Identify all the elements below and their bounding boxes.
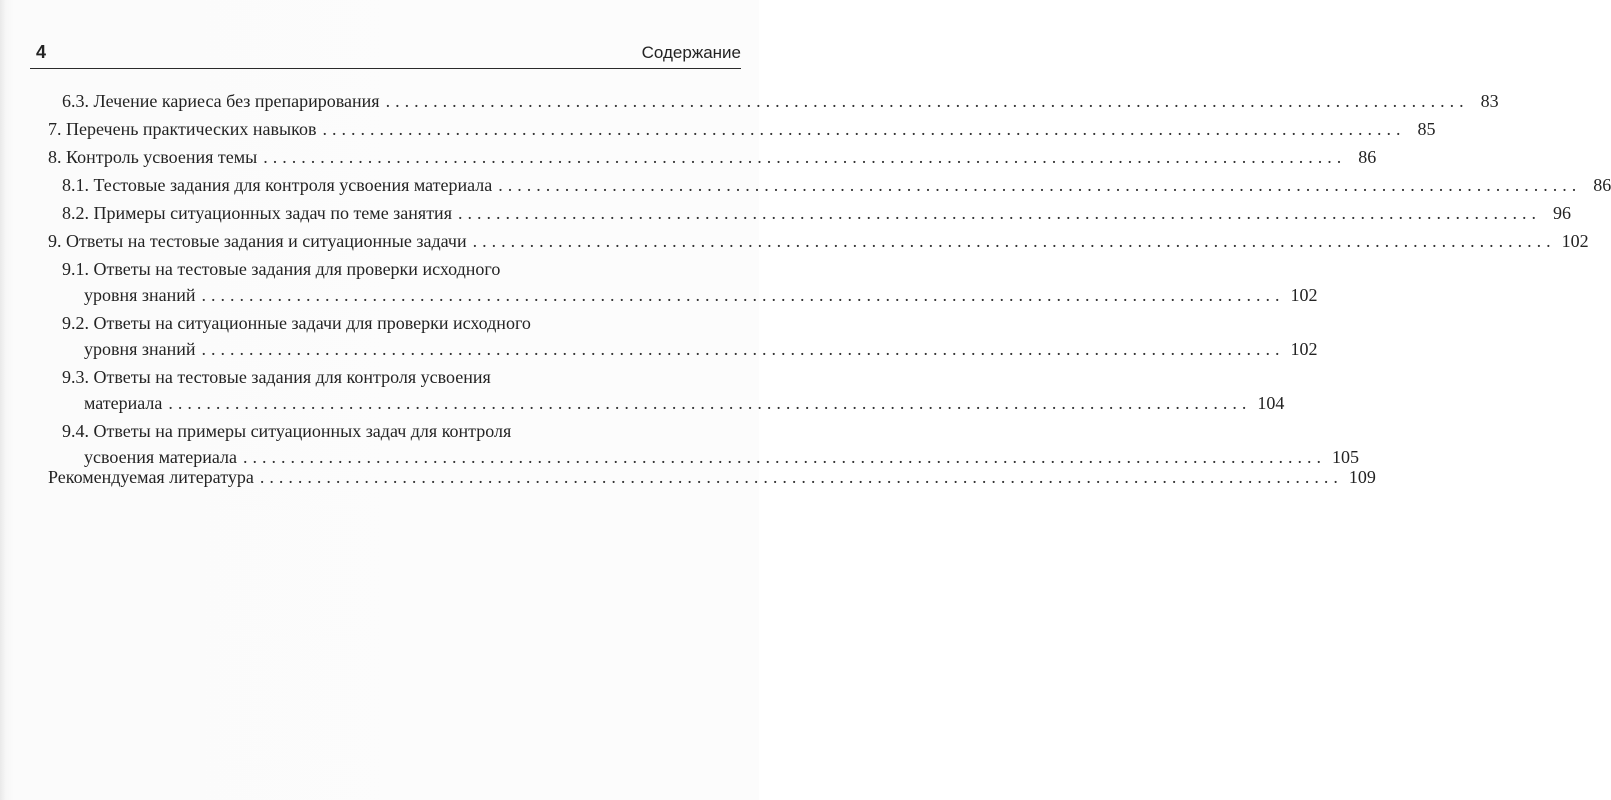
toc-entry-page: 102 — [1290, 339, 1318, 359]
dot-leader: .................................................................................................................. — [322, 119, 1406, 139]
toc-entry-title: 9.4. Ответы на примеры ситуационных задач для контроля — [62, 421, 512, 441]
dot-leader: .................................................................................................................. — [168, 393, 1252, 413]
section-title: Содержание — [641, 43, 741, 62]
dot-leader: .................................................................................................................. — [263, 147, 1347, 167]
toc-entry-8-2[interactable] — [62, 200, 1571, 226]
toc-entry-title: 9.1. Ответы на тестовые задания для проверки исходного — [62, 259, 501, 279]
toc-entry-9-1[interactable] — [62, 256, 1318, 308]
toc-entry-title-cont: уровня знаний — [84, 339, 196, 359]
toc-entry-title: 8.2. Примеры ситуационных задач по теме занятия — [62, 203, 452, 223]
toc-entry-page: 105 — [1332, 447, 1360, 467]
toc-entry-title: 8.1. Тестовые задания для контроля усвоения материала — [62, 175, 493, 195]
toc-entry-9-2[interactable] — [62, 310, 1318, 362]
dot-leader: .................................................................................................................. — [201, 285, 1285, 305]
toc-entry-7[interactable] — [48, 116, 1436, 142]
toc-entry-title-cont: материала — [84, 393, 163, 413]
toc-entry-title: 9.3. Ответы на тестовые задания для контроля усвоения — [62, 367, 491, 387]
toc-entry-page: 83 — [1480, 91, 1499, 111]
toc-entry-page: 86 — [1358, 147, 1377, 167]
toc-entry-9-3[interactable] — [62, 364, 1285, 416]
toc-entry-page: 102 — [1290, 285, 1318, 305]
dot-leader: .................................................................................................................. — [457, 203, 1541, 223]
toc-entry-title-cont: уровня знаний — [84, 285, 196, 305]
toc-entry-title: 9. Ответы на тестовые задания и ситуационные задачи — [48, 231, 467, 251]
dot-leader: .................................................................................................................. — [243, 447, 1327, 467]
running-header — [30, 40, 741, 69]
dot-leader: .................................................................................................................. — [259, 467, 1343, 487]
toc-entry-page: 96 — [1552, 203, 1571, 223]
toc-entry-title: 6.3. Лечение кариеса без препарирования — [62, 91, 380, 111]
toc-entry-6-3[interactable] — [62, 88, 1499, 114]
toc-entry-title: Рекомендуемая литература — [48, 467, 254, 487]
toc-entry-references[interactable] — [48, 464, 1376, 490]
toc-entry-9[interactable] — [48, 228, 1589, 254]
page-number: 4 — [36, 42, 47, 62]
toc-entry-title: 7. Перечень практических навыков — [48, 119, 317, 139]
dot-leader: .................................................................................................................. — [498, 175, 1582, 195]
toc-entry-title: 8. Контроль усвоения темы — [48, 147, 258, 167]
toc-entry-title-cont: усвоения материала — [84, 447, 238, 467]
toc-entry-title: 9.2. Ответы на ситуационные задачи для проверки исходного — [62, 313, 531, 333]
toc-entry-8-1[interactable] — [62, 172, 1611, 198]
toc-entry-page: 104 — [1257, 393, 1285, 413]
dot-leader: .................................................................................................................. — [385, 91, 1469, 111]
toc-entry-8[interactable] — [48, 144, 1377, 170]
toc-entry-page: 109 — [1348, 467, 1376, 487]
dot-leader: .................................................................................................................. — [201, 339, 1285, 359]
dot-leader: .................................................................................................................. — [472, 231, 1556, 251]
toc-entry-9-4[interactable] — [62, 418, 1360, 470]
toc-entry-page: 102 — [1561, 231, 1589, 251]
toc-entry-page: 86 — [1593, 175, 1611, 195]
toc-entry-page: 85 — [1417, 119, 1436, 139]
